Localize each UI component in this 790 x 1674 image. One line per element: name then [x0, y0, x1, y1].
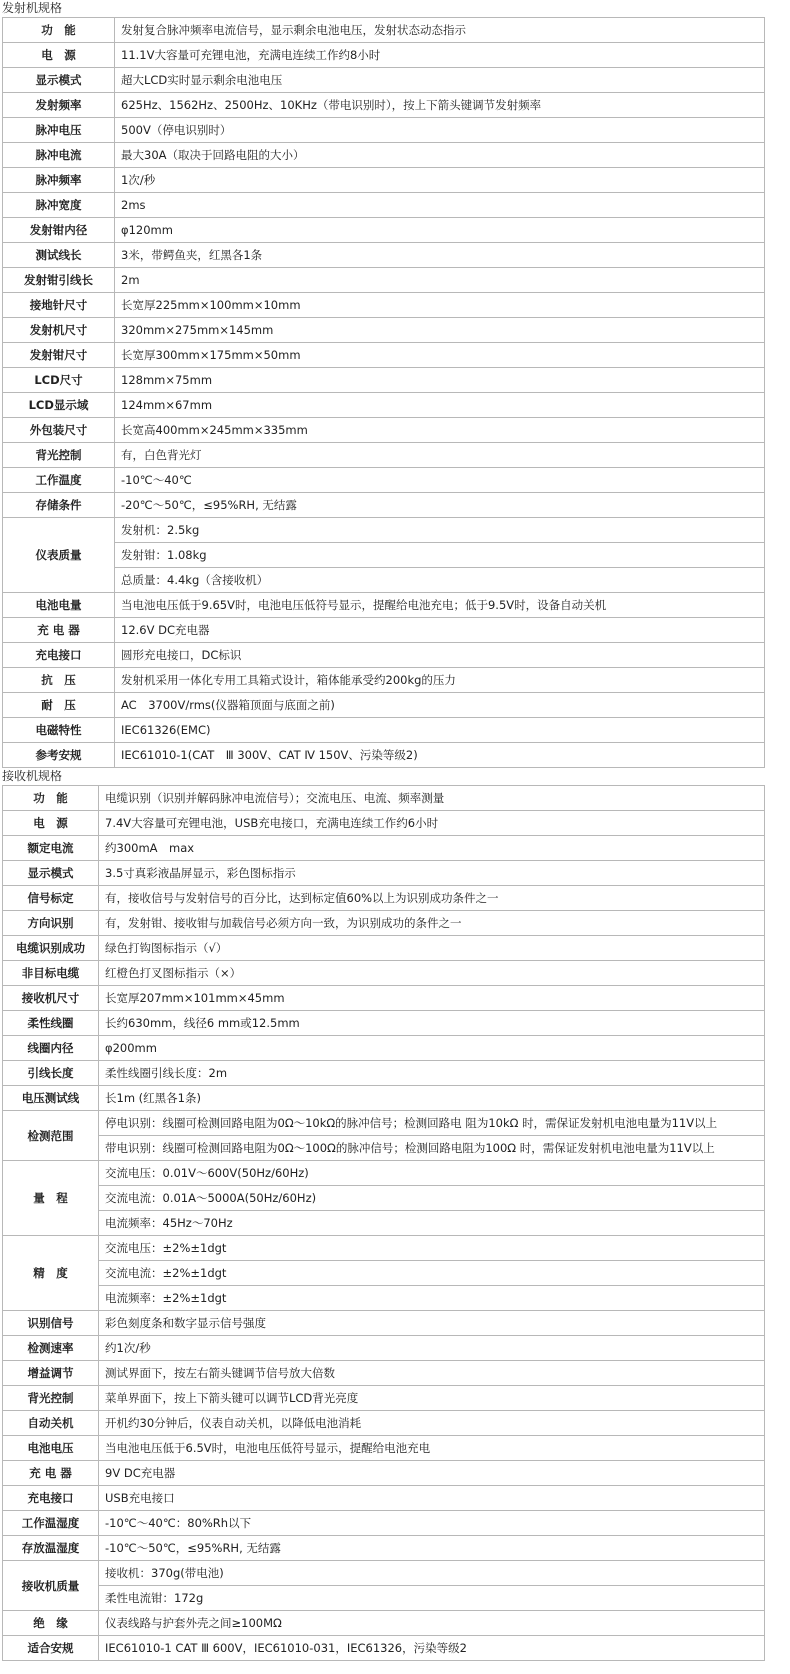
receiver-row: [3, 786, 765, 811]
receiver-row-value: 3.5寸真彩液晶屏显示，彩色图标指示: [99, 861, 765, 886]
receiver-row-label: 识别信号: [3, 1311, 99, 1336]
transmitter-row-label: 仪表质量: [3, 518, 115, 593]
transmitter-row-value: 发射复合脉冲频率电流信号，显示剩余电池电压，发射状态动态指示: [115, 18, 765, 43]
transmitter-row-label: 接地针尺寸: [3, 293, 115, 318]
receiver-row-label: 充电接口: [3, 1486, 99, 1511]
receiver-row-value: 约300mA max: [99, 836, 765, 861]
receiver-row-label: 充 电 器: [3, 1461, 99, 1486]
receiver-row: [3, 1286, 765, 1311]
receiver-row-label: 增益调节: [3, 1361, 99, 1386]
receiver-row: [3, 836, 765, 861]
receiver-row-value: 柔性电流钳：172g: [99, 1586, 765, 1611]
transmitter-row-label: 耐 压: [3, 693, 115, 718]
receiver-row: [3, 1411, 765, 1436]
transmitter-row-label: 电磁特性: [3, 718, 115, 743]
transmitter-row-value: -20℃～50℃，≤95%RH, 无结露: [115, 493, 765, 518]
transmitter-row: [3, 93, 765, 118]
receiver-row-label: 精 度: [3, 1236, 99, 1311]
receiver-row-value: 7.4V大容量可充锂电池，USB充电接口，充满电连续工作约6小时: [99, 811, 765, 836]
receiver-row-value: φ200mm: [99, 1036, 765, 1061]
receiver-row: [3, 1536, 765, 1561]
transmitter-row-value: 最大30A（取决于回路电阻的大小）: [115, 143, 765, 168]
receiver-row: [3, 1211, 765, 1236]
receiver-row-value: 当电池电压低于6.5V时，电池电压低符号显示，提醒给电池充电: [99, 1436, 765, 1461]
transmitter-row: [3, 393, 765, 418]
transmitter-row-label: 发射钳尺寸: [3, 343, 115, 368]
transmitter-row: [3, 243, 765, 268]
receiver-row-value: -10℃～40℃：80%Rh以下: [99, 1511, 765, 1536]
transmitter-row-label: 电 源: [3, 43, 115, 68]
receiver-row: [3, 1436, 765, 1461]
transmitter-row-value: 128mm×75mm: [115, 368, 765, 393]
transmitter-row-value: 发射钳：1.08kg: [115, 543, 765, 568]
transmitter-row: [3, 618, 765, 643]
transmitter-spec-table: [2, 17, 765, 768]
transmitter-row-label: 充电接口: [3, 643, 115, 668]
receiver-row-value: 带电识别：线圈可检测回路电阻为0Ω～100Ω的脉冲信号；检测回路电阻为100Ω 时，需保证发射机电池电量为11V以上: [99, 1136, 765, 1161]
receiver-row: [3, 1261, 765, 1286]
transmitter-row: [3, 18, 765, 43]
transmitter-row-label: 充 电 器: [3, 618, 115, 643]
receiver-row-label: 工作温湿度: [3, 1511, 99, 1536]
receiver-row-value: 电缆识别（识别并解码脉冲电流信号）；交流电压、电流、频率测量: [99, 786, 765, 811]
receiver-row-label: 方向识别: [3, 911, 99, 936]
transmitter-row-label: 脉冲电流: [3, 143, 115, 168]
receiver-row-label: 线圈内径: [3, 1036, 99, 1061]
transmitter-row-label: 电池电量: [3, 593, 115, 618]
receiver-row: [3, 1011, 765, 1036]
transmitter-row-value: 长宽高400mm×245mm×335mm: [115, 418, 765, 443]
transmitter-row-value: IEC61326(EMC): [115, 718, 765, 743]
transmitter-row: [3, 593, 765, 618]
transmitter-row: [3, 668, 765, 693]
transmitter-row-label: 发射钳引线长: [3, 268, 115, 293]
receiver-row: [3, 1386, 765, 1411]
receiver-row: [3, 1161, 765, 1186]
transmitter-row-label: 脉冲宽度: [3, 193, 115, 218]
receiver-row-label: 背光控制: [3, 1386, 99, 1411]
transmitter-row: [3, 293, 765, 318]
transmitter-row-value: 长宽厚300mm×175mm×50mm: [115, 343, 765, 368]
transmitter-row-label: 抗 压: [3, 668, 115, 693]
transmitter-row-label: 外包装尺寸: [3, 418, 115, 443]
transmitter-row-value: 2ms: [115, 193, 765, 218]
receiver-row-value: 长约630mm，线径6 mm或12.5mm: [99, 1011, 765, 1036]
transmitter-row-value: 2m: [115, 268, 765, 293]
receiver-row: [3, 1561, 765, 1586]
transmitter-section: [0, 0, 790, 768]
receiver-row-value: 交流电压：0.01V～600V(50Hz/60Hz): [99, 1161, 765, 1186]
receiver-row-value: 电流频率：45Hz～70Hz: [99, 1211, 765, 1236]
receiver-row-value: 接收机：370g(带电池): [99, 1561, 765, 1586]
receiver-row: [3, 1361, 765, 1386]
receiver-row-value: 菜单界面下，按上下箭头键可以调节LCD背光亮度: [99, 1386, 765, 1411]
receiver-row-value: 交流电流：0.01A～5000A(50Hz/60Hz): [99, 1186, 765, 1211]
transmitter-row: [3, 343, 765, 368]
receiver-row-value: 长1m (红黑各1条): [99, 1086, 765, 1111]
receiver-row-value: 交流电流：±2%±1dgt: [99, 1261, 765, 1286]
transmitter-row: [3, 643, 765, 668]
receiver-row-label: 接收机尺寸: [3, 986, 99, 1011]
receiver-row: [3, 1511, 765, 1536]
transmitter-row-value: 625Hz、1562Hz、2500Hz、10KHz（带电识别时），按上下箭头键调节发射频率: [115, 93, 765, 118]
receiver-row: [3, 1636, 765, 1661]
receiver-row-value: 电流频率：±2%±1dgt: [99, 1286, 765, 1311]
transmitter-row: [3, 43, 765, 68]
receiver-row: [3, 961, 765, 986]
transmitter-row-value: 有，白色背光灯: [115, 443, 765, 468]
receiver-row-label: 电 源: [3, 811, 99, 836]
transmitter-row-label: LCD显示域: [3, 393, 115, 418]
transmitter-row: [3, 543, 765, 568]
receiver-row: [3, 1236, 765, 1261]
transmitter-row: [3, 518, 765, 543]
transmitter-row-label: 发射机尺寸: [3, 318, 115, 343]
transmitter-row-value: 总质量：4.4kg（含接收机）: [115, 568, 765, 593]
receiver-row: [3, 1486, 765, 1511]
receiver-row-label: 量 程: [3, 1161, 99, 1236]
transmitter-row: [3, 118, 765, 143]
receiver-row: [3, 1136, 765, 1161]
transmitter-row-value: 500V（停电识别时）: [115, 118, 765, 143]
transmitter-row-value: 发射机采用一体化专用工具箱式设计，箱体能承受约200kg的压力: [115, 668, 765, 693]
receiver-row-value: IEC61010-1 CAT Ⅲ 600V，IEC61010-031，IEC61326，污染等级2: [99, 1636, 765, 1661]
receiver-row: [3, 1086, 765, 1111]
receiver-row: [3, 861, 765, 886]
receiver-row-label: 功 能: [3, 786, 99, 811]
receiver-row-value: 测试界面下，按左右箭头键调节信号放大倍数: [99, 1361, 765, 1386]
transmitter-row: [3, 493, 765, 518]
receiver-row-label: 额定电流: [3, 836, 99, 861]
transmitter-row-label: 背光控制: [3, 443, 115, 468]
receiver-row-value: 有，发射钳、接收钳与加载信号必须方向一致，为识别成功的条件之一: [99, 911, 765, 936]
receiver-row-value: 仪表线路与护套外壳之间≥100MΩ: [99, 1611, 765, 1636]
receiver-row-label: 接收机质量: [3, 1561, 99, 1611]
transmitter-row-label: LCD尺寸: [3, 368, 115, 393]
receiver-row-label: 引线长度: [3, 1061, 99, 1086]
transmitter-row: [3, 193, 765, 218]
transmitter-row-value: IEC61010-1(CAT Ⅲ 300V、CAT Ⅳ 150V、污染等级2): [115, 743, 765, 768]
transmitter-row-value: 124mm×67mm: [115, 393, 765, 418]
transmitter-row-value: 长宽厚225mm×100mm×10mm: [115, 293, 765, 318]
receiver-row-value: 停电识别：线圈可检测回路电阻为0Ω～10kΩ的脉冲信号；检测回路电 阻为10kΩ 时，需保证发射机电池电量为11V以上: [99, 1111, 765, 1136]
receiver-row-value: 开机约30分钟后，仪表自动关机，以降低电池消耗: [99, 1411, 765, 1436]
transmitter-row-label: 测试线长: [3, 243, 115, 268]
receiver-row: [3, 886, 765, 911]
receiver-section: [0, 768, 790, 1661]
transmitter-row-value: φ120mm: [115, 218, 765, 243]
receiver-row-value: USB充电接口: [99, 1486, 765, 1511]
receiver-row: [3, 1586, 765, 1611]
transmitter-row: [3, 743, 765, 768]
transmitter-row-label: 工作温度: [3, 468, 115, 493]
transmitter-row: [3, 443, 765, 468]
transmitter-row-value: 1次/秒: [115, 168, 765, 193]
transmitter-row-value: 11.1V大容量可充锂电池，充满电连续工作约8小时: [115, 43, 765, 68]
receiver-row: [3, 1061, 765, 1086]
receiver-row-value: 长宽厚207mm×101mm×45mm: [99, 986, 765, 1011]
transmitter-row: [3, 693, 765, 718]
receiver-row-value: 有，接收信号与发射信号的百分比，达到标定值60%以上为识别成功条件之一: [99, 886, 765, 911]
transmitter-row: [3, 368, 765, 393]
transmitter-row-value: 320mm×275mm×145mm: [115, 318, 765, 343]
receiver-row-value: 约1次/秒: [99, 1336, 765, 1361]
transmitter-row-label: 参考安规: [3, 743, 115, 768]
transmitter-row: [3, 68, 765, 93]
receiver-row-label: 电缆识别成功: [3, 936, 99, 961]
receiver-title: 接收机规格: [2, 769, 63, 783]
receiver-row: [3, 811, 765, 836]
transmitter-title: 发射机规格: [2, 1, 63, 15]
transmitter-row: [3, 268, 765, 293]
transmitter-row: [3, 318, 765, 343]
transmitter-row-value: 当电池电压低于9.65V时，电池电压低符号显示，提醒给电池充电；低于9.5V时，设备自动关机: [115, 593, 765, 618]
receiver-row: [3, 1186, 765, 1211]
transmitter-row-value: AC 3700V/rms(仪器箱顶面与底面之前): [115, 693, 765, 718]
receiver-row-label: 非目标电缆: [3, 961, 99, 986]
receiver-row: [3, 936, 765, 961]
receiver-row-label: 信号标定: [3, 886, 99, 911]
receiver-row: [3, 1461, 765, 1486]
receiver-row: [3, 1611, 765, 1636]
transmitter-row: [3, 218, 765, 243]
receiver-row: [3, 1311, 765, 1336]
receiver-row-label: 绝 缘: [3, 1611, 99, 1636]
transmitter-row: [3, 168, 765, 193]
transmitter-row-value: 12.6V DC充电器: [115, 618, 765, 643]
transmitter-row-value: 超大LCD实时显示剩余电池电压: [115, 68, 765, 93]
transmitter-row-label: 发射钳内径: [3, 218, 115, 243]
transmitter-row: [3, 418, 765, 443]
receiver-row: [3, 911, 765, 936]
receiver-row: [3, 986, 765, 1011]
transmitter-row-label: 显示模式: [3, 68, 115, 93]
transmitter-row-value: -10℃～40℃: [115, 468, 765, 493]
receiver-row-label: 电压测试线: [3, 1086, 99, 1111]
receiver-row-label: 电池电压: [3, 1436, 99, 1461]
receiver-row-label: 检测范围: [3, 1111, 99, 1161]
transmitter-row-label: 脉冲电压: [3, 118, 115, 143]
receiver-row-value: 绿色打钩图标指示（√）: [99, 936, 765, 961]
transmitter-row: [3, 468, 765, 493]
transmitter-row-value: 发射机：2.5kg: [115, 518, 765, 543]
transmitter-row-label: 存储条件: [3, 493, 115, 518]
transmitter-row: [3, 718, 765, 743]
transmitter-row: [3, 143, 765, 168]
receiver-row-label: 自动关机: [3, 1411, 99, 1436]
transmitter-row-value: 3米，带鳄鱼夹，红黑各1条: [115, 243, 765, 268]
receiver-row: [3, 1111, 765, 1136]
transmitter-row-label: 功 能: [3, 18, 115, 43]
receiver-row-value: 红橙色打叉图标指示（×）: [99, 961, 765, 986]
receiver-row-label: 存放温湿度: [3, 1536, 99, 1561]
receiver-spec-table: [2, 785, 765, 1661]
receiver-row-value: -10℃～50℃，≤95%RH, 无结露: [99, 1536, 765, 1561]
receiver-row-value: 9V DC充电器: [99, 1461, 765, 1486]
receiver-row-value: 交流电压：±2%±1dgt: [99, 1236, 765, 1261]
receiver-row-value: 柔性线圈引线长度：2m: [99, 1061, 765, 1086]
transmitter-row-label: 发射频率: [3, 93, 115, 118]
receiver-row-label: 检测速率: [3, 1336, 99, 1361]
receiver-row-label: 显示模式: [3, 861, 99, 886]
receiver-row: [3, 1336, 765, 1361]
receiver-row-label: 柔性线圈: [3, 1011, 99, 1036]
transmitter-row-value: 圆形充电接口，DC标识: [115, 643, 765, 668]
transmitter-row: [3, 568, 765, 593]
receiver-row-label: 适合安规: [3, 1636, 99, 1661]
receiver-row-value: 彩色刻度条和数字显示信号强度: [99, 1311, 765, 1336]
transmitter-row-label: 脉冲频率: [3, 168, 115, 193]
receiver-row: [3, 1036, 765, 1061]
